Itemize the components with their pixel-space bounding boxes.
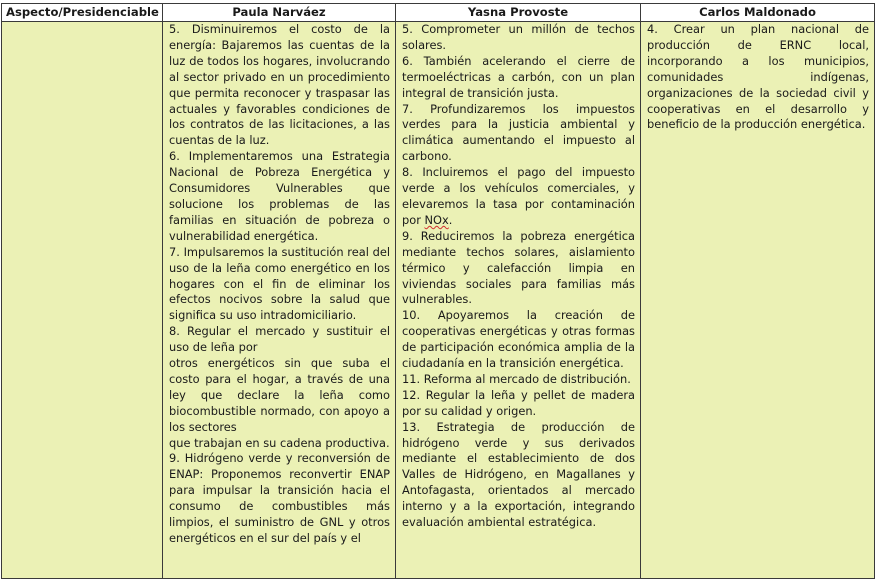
paula-item: 6. Implementaremos una Estrategia Nacional de Pobreza Energética y Consumidores Vulnerables que solucione los problemas de las familias en situación de pobreza o vulnerabilidad energética. (169, 149, 390, 243)
yasna-item-end: . (448, 212, 453, 227)
header-row (2, 4, 875, 22)
yasna-item: 10. Apoyaremos la creación de cooperativas energéticas y otras formas de participación económica amplia de la ciudadanía en la transición energética. (402, 308, 635, 371)
paula-cell (163, 22, 396, 579)
yasna-item: 11. Reforma al mercado de distribución. (402, 371, 631, 386)
yasna-item: 5. Comprometer un millón de techos solares. (402, 22, 635, 52)
carlos-item: 4. Crear un plan nacional de producción de ERNC local, incorporando a los municipios, comunidades indígenas, organizaciones de la sociedad civil y cooperativas en el desarrollo y beneficio de la producción energética. (647, 22, 869, 132)
paula-item: 8. Regular el mercado y sustituir el uso de leña por (169, 324, 390, 355)
content-row (2, 22, 875, 579)
yasna-item: 7. Profundizaremos los impuestos verdes para la justicia ambiental y climática aumentando el impuesto al carbono. (402, 101, 635, 164)
paula-item: 7. Impulsaremos la sustitución real del uso de la leña como energético en los hogares con el fin de eliminar los efectos nocivos sobre la salud que significa su uso intradomiciliario. (169, 244, 390, 323)
paula-item: otros energéticos sin que suba el costo para el hogar, a través de una ley que declare la leña como biocombustible normado, con apoyo a los sectores (169, 356, 390, 434)
yasna-item: 13. Estrategia de producción de hidrógeno verde y sus derivados mediante el establecimiento de dos Valles de Hidrógeno, en Magallanes y Antofagasta, orientados al mercado interno y a la exportación, integrando evaluación ambiental estratégica. (402, 419, 635, 530)
paula-item: 9. Hidrógeno verde y reconversión de ENAP: Proponemos reconvertir ENAP para impulsar la transición hacia el consumo de combustibles más limpios, el suministro de GNL y otros energéticos en el sur del país y el (169, 451, 390, 545)
yasna-cell (396, 22, 641, 579)
aspect-cell (2, 22, 163, 579)
header-paula-narvaez: Paula Narváez (163, 4, 396, 22)
yasna-item: 12. Regular la leña y pellet de madera por su calidad y origen. (402, 387, 635, 418)
yasna-item (402, 165, 635, 229)
nox-spellcheck-term: NOx (424, 212, 449, 227)
yasna-item: 9. Reduciremos la pobreza energética mediante techos solares, aislamiento térmico y calefacción limpia en viviendas sociales para familias más vulnerables. (402, 228, 635, 307)
paula-item: 5. Disminuiremos el costo de la energía: Bajaremos las cuentas de la luz de todos los hogares, involucrando al sector privado en un procedimiento que permita reconocer y traspasar las actuales y favorables condiciones de los contratos de las licitaciones, a las cuentas de la luz. (169, 22, 390, 148)
carlos-cell (641, 22, 875, 579)
header-aspect: Aspecto/Presidenciable (2, 4, 163, 22)
paula-item: que trabajan en su cadena productiva. (169, 435, 390, 450)
yasna-item-text: 8. Incluiremos el pago del impuesto verde a los vehículos comerciales, y elevaremos la tasa por contaminación por (402, 165, 635, 227)
proposals-table (1, 3, 875, 579)
header-yasna-provoste: Yasna Provoste (396, 4, 641, 22)
yasna-item: 6. También acelerando el cierre de termoeléctricas a carbón, con un plan integral de transición justa. (402, 53, 635, 100)
header-carlos-maldonado: Carlos Maldonado (641, 4, 875, 22)
